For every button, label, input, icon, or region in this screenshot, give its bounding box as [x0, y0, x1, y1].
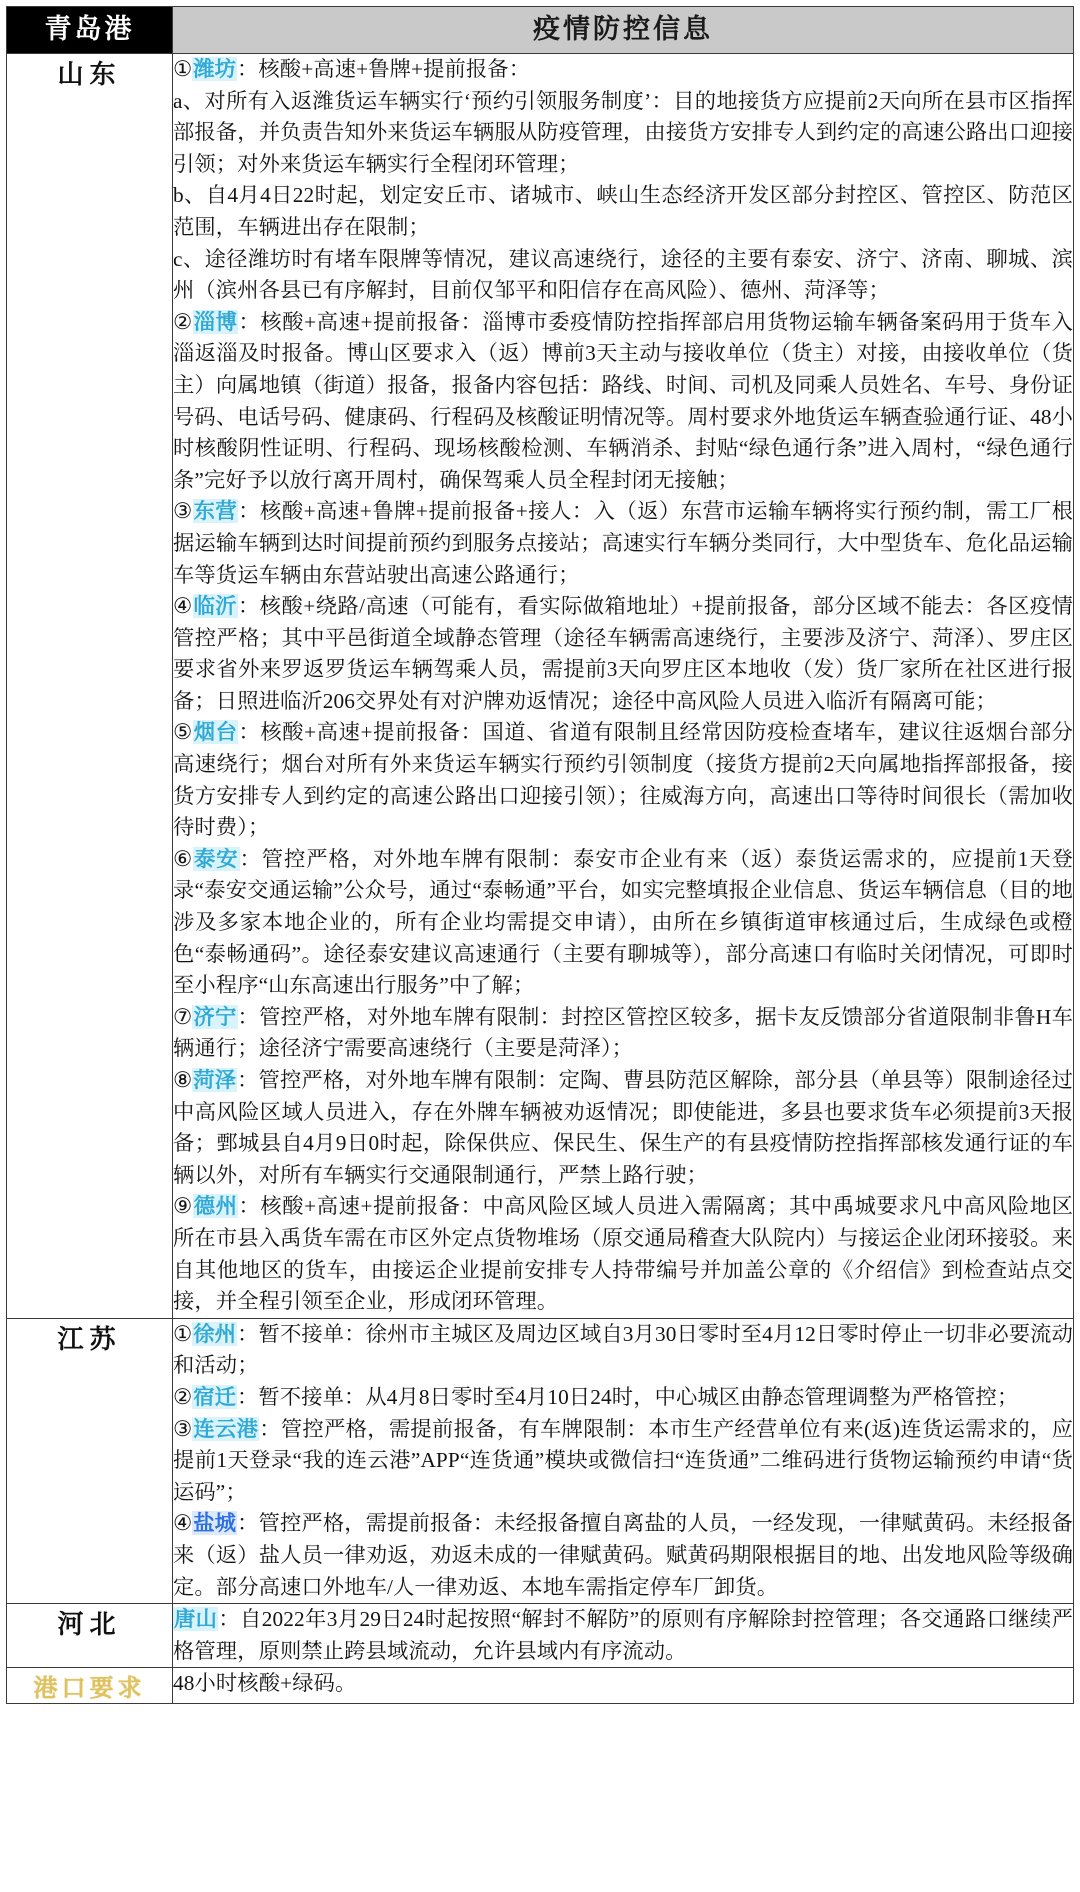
content-paragraph [173, 1191, 1073, 1317]
content-paragraph [173, 1319, 1073, 1382]
content-paragraph [173, 1382, 1073, 1414]
item-text: ：管控严格，需提前报备，有车牌限制：本市生产经营单位有来(返)连货运需求的，应提前1天登录“我的连云港”APP“连货通”模块或微信扫“连货通”二维码进行货物运输预约申请“货运码”； [173, 1416, 1073, 1504]
content-paragraph [173, 1002, 1073, 1065]
item-text: ：核酸+绕路/高速（可能有，看实际做箱地址）+提前报备，部分区域不能去：各区疫情管控严格；其中平邑街道全域静态管理（途径车辆需高速绕行，主要涉及济宁、菏泽）、罗庄区要求省外来罗返罗货运车辆驾乘人员，需提前3天向罗庄区本地收（发）货厂家所在社区进行报备；日照进临沂206交界处有对沪牌劝返情况；途径中高风险人员进入临沂有隔离可能； [173, 594, 1073, 713]
city-name: 东营 [193, 499, 238, 524]
table-header-row [7, 7, 1074, 54]
item-marker: ⑥ [173, 846, 194, 871]
city-name: 烟台 [193, 720, 238, 745]
content-paragraph [173, 1414, 1073, 1509]
item-marker: ② [173, 1384, 193, 1409]
item-marker: ① [173, 57, 193, 81]
content-paragraph [173, 1668, 1073, 1700]
table-row [7, 1604, 1074, 1668]
item-marker: ② [173, 309, 193, 334]
item-text: ：核酸+高速+提前报备：淄博市委疫情防控指挥部启用货物运输车辆备案码用于货车入淄返淄及时报备。博山区要求入（返）博前3天主动与接收单位（货主）对接，由接收单位（货主）向属地镇（街道）报备，报备内容包括：路线、时间、司机及同乘人员姓名、车号、身份证号码、电话号码、健康码、行程码及核酸证明情况等。周村要求外地货运车辆查验通行证、48小时核酸阴性证明、行程码、现场核酸检测、车辆消杀、封贴“绿色通行条”进入周村，“绿色通行条”完好予以放行离开周村，确保驾乘人员全程封闭无接触； [173, 309, 1073, 492]
content-paragraph [173, 180, 1073, 243]
content-paragraph [173, 496, 1073, 591]
item-text: ：管控严格，对外地车牌有限制：定陶、曹县防范区解除，部分县（单县等）限制途径过中高风险区域人员进入，存在外牌车辆被劝返情况；即使能进，多县也要求货车必须提前3天报备；鄄城县自4月9日0时起，除保供应、保民生、保生产的有县疫情防控指挥部核发通行证的车辆以外，对所有车辆实行交通限制通行，严禁上路行驶； [173, 1068, 1073, 1187]
table-rows-host [7, 54, 1074, 1704]
item-marker: ⑤ [173, 720, 193, 745]
item-text: ：管控严格，对外地车牌有限制：泰安市企业有来（返）泰货运需求的，应提前1天登录“泰安交通运输”公众号，通过“泰畅通”平台，如实完整填报企业信息、货运车辆信息（目的地涉及多家本地企业的，所有企业均需提交申请），由所在乡镇街道审核通过后，生成绿色或橙色“泰畅通码”。途径泰安建议高速通行（主要有聊城等），部分高速口有临时关闭情况，可即时至小程序“山东高速出行服务”中了解； [173, 846, 1074, 998]
header-info-title: 疫情防控信息 [173, 7, 1074, 54]
item-text: ：管控严格，对外地车牌有限制：封控区管控区较多，据卡友反馈部分省道限制非鲁H车辆通行；途径济宁需要高速绕行（主要是菏泽）； [173, 1004, 1073, 1061]
item-text: c、途径潍坊时有堵车限牌等情况，建议高速绕行，途径的主要有泰安、济宁、济南、聊城、滨州（滨州各县已有序解封，目前仅邹平和阳信存在高风险）、德州、菏泽等； [173, 246, 1073, 303]
table-body [7, 7, 1074, 54]
table-row [7, 1668, 1074, 1704]
item-text: ：核酸+高速+鲁牌+提前报备+接人：入（返）东营市运输车辆将实行预约制，需工厂根据运输车辆到达时间提前预约到服务点接站；高速实行车辆分类同行，大中型货车、危化品运输车等货运车辆由东营站驶出高速公路通行； [173, 499, 1074, 587]
item-text: ：核酸+高速+提前报备：国道、省道有限制且经常因防疫检查堵车，建议往返烟台部分高速绕行；烟台对所有外来货运车辆实行预约引领制度（接货方提前2天向属地指挥部报备，接货方安排专人到约定的高速公路出口迎接引领）；往威海方向，高速出口等待时间很长（需加收待时费）； [173, 720, 1073, 840]
province-content [173, 54, 1074, 1319]
item-text: a、对所有入返潍货运车辆实行‘预约引领服务制度’：目的地接货方应提前2天向所在县市区指挥部报备，并负责告知外来货运车辆服从防疫管理，由接货方安排专人到约定的高速公路出口迎接引领；对外来货运车辆实行全程闭环管理； [173, 88, 1073, 176]
header-port-title: 青岛港 [7, 7, 173, 54]
province-content [173, 1318, 1074, 1603]
item-marker: ③ [173, 1416, 193, 1441]
city-name: 徐州 [193, 1321, 237, 1346]
item-marker: ④ [173, 1511, 193, 1536]
table-row [7, 1318, 1074, 1603]
item-marker: ④ [173, 594, 193, 619]
province-label: 江苏 [7, 1318, 173, 1603]
item-marker: ⑧ [173, 1068, 193, 1092]
item-text: ：核酸+高速+提前报备：中高风险区域人员进入需隔离；其中禹城要求凡中高风险地区所在市县入禹货车需在市区外定点货物堆场（原交通局稽查大队院内）与接运企业闭环接驳。来自其他地区的货车，由接运企业提前安排专人持带编号并加盖公章的《介绍信》到检查站点交接，并全程引领至企业，形成闭环管理。 [173, 1194, 1073, 1314]
item-marker: ① [173, 1321, 193, 1346]
content-paragraph [173, 1604, 1073, 1667]
city-name: 淄博 [193, 309, 238, 334]
city-name: 德州 [193, 1194, 238, 1219]
city-name: 连云港 [193, 1416, 259, 1441]
content-paragraph [173, 54, 1073, 86]
content-paragraph [173, 717, 1073, 843]
item-marker: ⑦ [173, 1004, 193, 1029]
table-row [7, 54, 1074, 1319]
item-text: b、自4月4日22时起，划定安丘市、诸城市、峡山生态经济开发区部分封控区、管控区、防范区范围，车辆进出存在限制； [173, 183, 1073, 239]
content-paragraph [173, 1065, 1073, 1191]
content-paragraph [173, 244, 1073, 307]
content-paragraph [173, 307, 1073, 497]
item-text: ：自2022年3月29日24时起按照“解封不解防”的原则有序解除封控管理；各交通路口继续严格管理，原则禁止跨县域流动，允许县域内有序流动。 [173, 1607, 1073, 1663]
item-marker: ⑨ [173, 1194, 193, 1219]
province-label: 山东 [7, 54, 173, 1319]
city-name: 临沂 [193, 594, 237, 619]
content-paragraph [173, 1508, 1073, 1603]
city-name: 盐城 [193, 1511, 237, 1536]
content-paragraph [173, 86, 1073, 181]
city-name: 济宁 [193, 1004, 237, 1029]
item-text: ：暂不接单：从4月8日零时至4月10日24时，中心城区由静态管理调整为严格管控； [237, 1384, 1019, 1409]
city-name: 唐山 [174, 1607, 218, 1632]
item-text: ：暂不接单：徐州市主城区及周边区域自3月30日零时至4月12日零时停止一切非必要流动和活动； [173, 1321, 1073, 1378]
item-text: ：核酸+高速+鲁牌+提前报备： [237, 57, 531, 81]
province-content [173, 1668, 1074, 1704]
epidemic-control-table [6, 6, 1074, 1704]
province-label: 河北 [7, 1604, 173, 1668]
content-paragraph [173, 591, 1073, 717]
city-name: 潍坊 [193, 57, 236, 81]
item-text: 48小时核酸+绿码。 [173, 1671, 357, 1696]
province-label: 港口要求 [7, 1668, 173, 1704]
city-name: 菏泽 [193, 1068, 237, 1092]
item-marker: ③ [173, 499, 193, 524]
city-name: 泰安 [194, 846, 239, 871]
city-name: 宿迁 [193, 1384, 236, 1409]
province-content [173, 1604, 1074, 1668]
content-paragraph [173, 844, 1073, 1002]
item-text: ：管控严格，需提前报备：未经报备擅自离盐的人员，一经发现，一律赋黄码。未经报备来（返）盐人员一律劝返，劝返未成的一律赋黄码。赋黄码期限根据目的地、出发地风险等级确定。部分高速口外地车/人一律劝返、本地车需指定停车厂卸货。 [173, 1511, 1073, 1599]
